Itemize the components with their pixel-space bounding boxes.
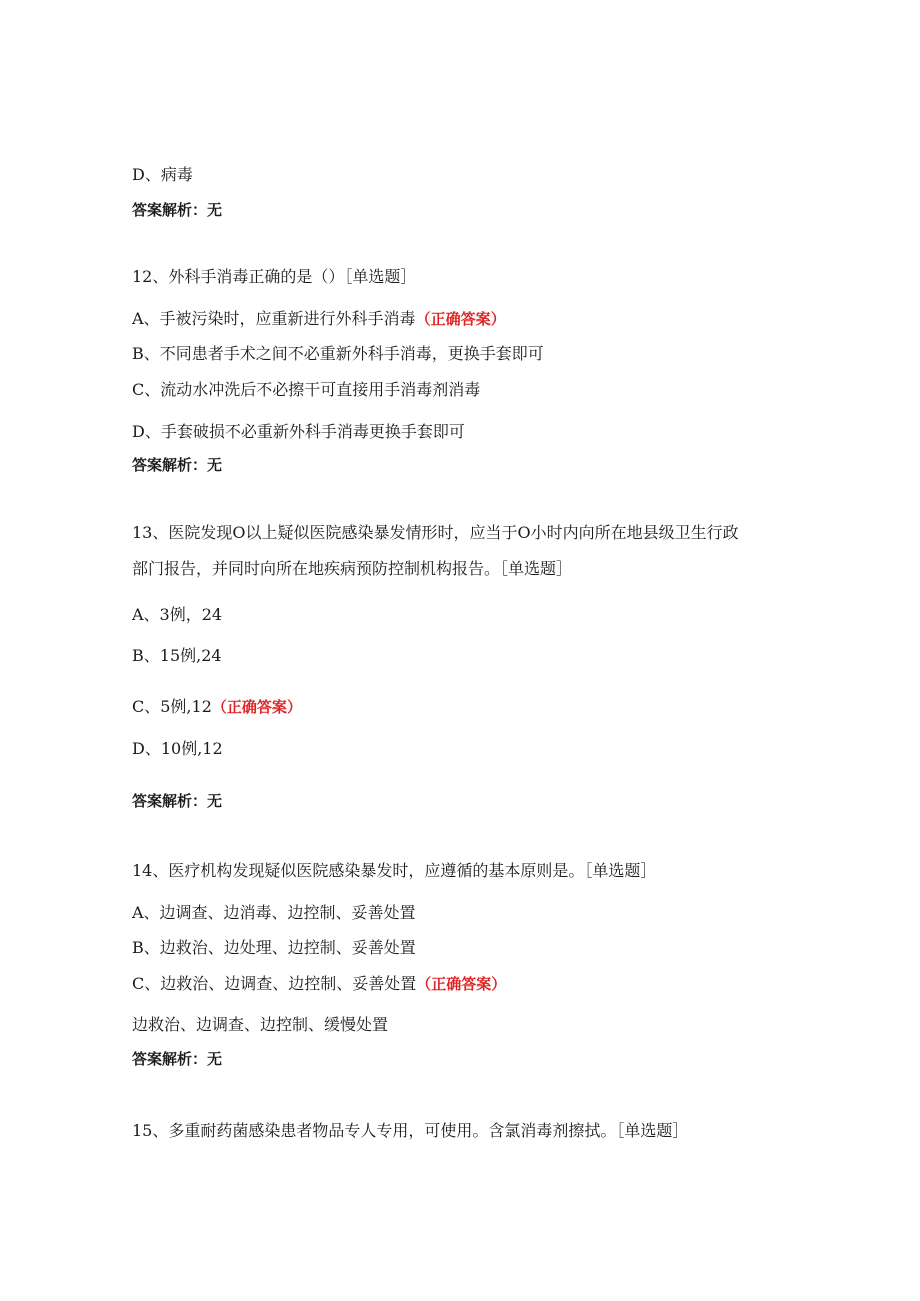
q13-option-c	[132, 696, 302, 718]
q13-option-d: D、10例,12	[132, 739, 223, 758]
q13-question-line2: 部门报告，并同时向所在地疾病预防控制机构报告。［单选题］	[132, 559, 573, 578]
q14-option-a: A、边调查、边消毒、边控制、妥善处置	[132, 903, 416, 922]
q13-question-line1: 13、医院发现O以上疑似医院感染暴发情形时，应当于O小时内向所在地县级卫生行政	[132, 523, 739, 542]
q14-question: 14、医疗机构发现疑似医院感染暴发时，应遵循的基本原则是。［单选题］	[132, 861, 657, 880]
q13-correct-mark: （正确答案）	[211, 698, 302, 716]
q12-option-a	[132, 308, 506, 330]
q13-option-c-text: C、5例,12	[132, 697, 212, 716]
q14-correct-mark: （正确答案）	[416, 975, 507, 993]
q14-option-c	[132, 973, 506, 995]
q12-option-d: D、手套破损不必重新外科手消毒更换手套即可	[132, 422, 465, 441]
q13-option-a: A、3例，24	[132, 605, 223, 624]
q13-answer-analysis: 答案解析：无	[132, 792, 223, 810]
q14-option-c-text: C、边救治、边调查、边控制、妥善处置	[132, 974, 417, 993]
q14-option-d: 边救治、边调查、边控制、缓慢处置	[132, 1015, 389, 1034]
prev-option-d: D、病毒	[132, 165, 193, 184]
q12-option-a-text: A、手被污染时，应重新进行外科手消毒	[132, 309, 416, 328]
q14-answer-analysis: 答案解析：无	[132, 1050, 223, 1068]
q13-option-b: B、15例,24	[132, 646, 222, 665]
q12-correct-mark: （正确答案）	[415, 310, 506, 328]
q14-option-b: B、边救治、边处理、边控制、妥善处置	[132, 938, 416, 957]
q15-question: 15、多重耐药菌感染患者物品专人专用，可使用。含氯消毒剂擦拭。［单选题］	[132, 1121, 689, 1140]
prev-answer-analysis: 答案解析：无	[132, 201, 223, 219]
q12-option-c: C、流动水冲洗后不必擦干可直接用手消毒剂消毒	[132, 380, 481, 399]
q12-question: 12、外科手消毒正确的是（）［单选题］	[132, 267, 417, 286]
q12-option-b: B、不同患者手术之间不必重新外科手消毒，更换手套即可	[132, 344, 544, 363]
q12-answer-analysis: 答案解析：无	[132, 456, 223, 474]
